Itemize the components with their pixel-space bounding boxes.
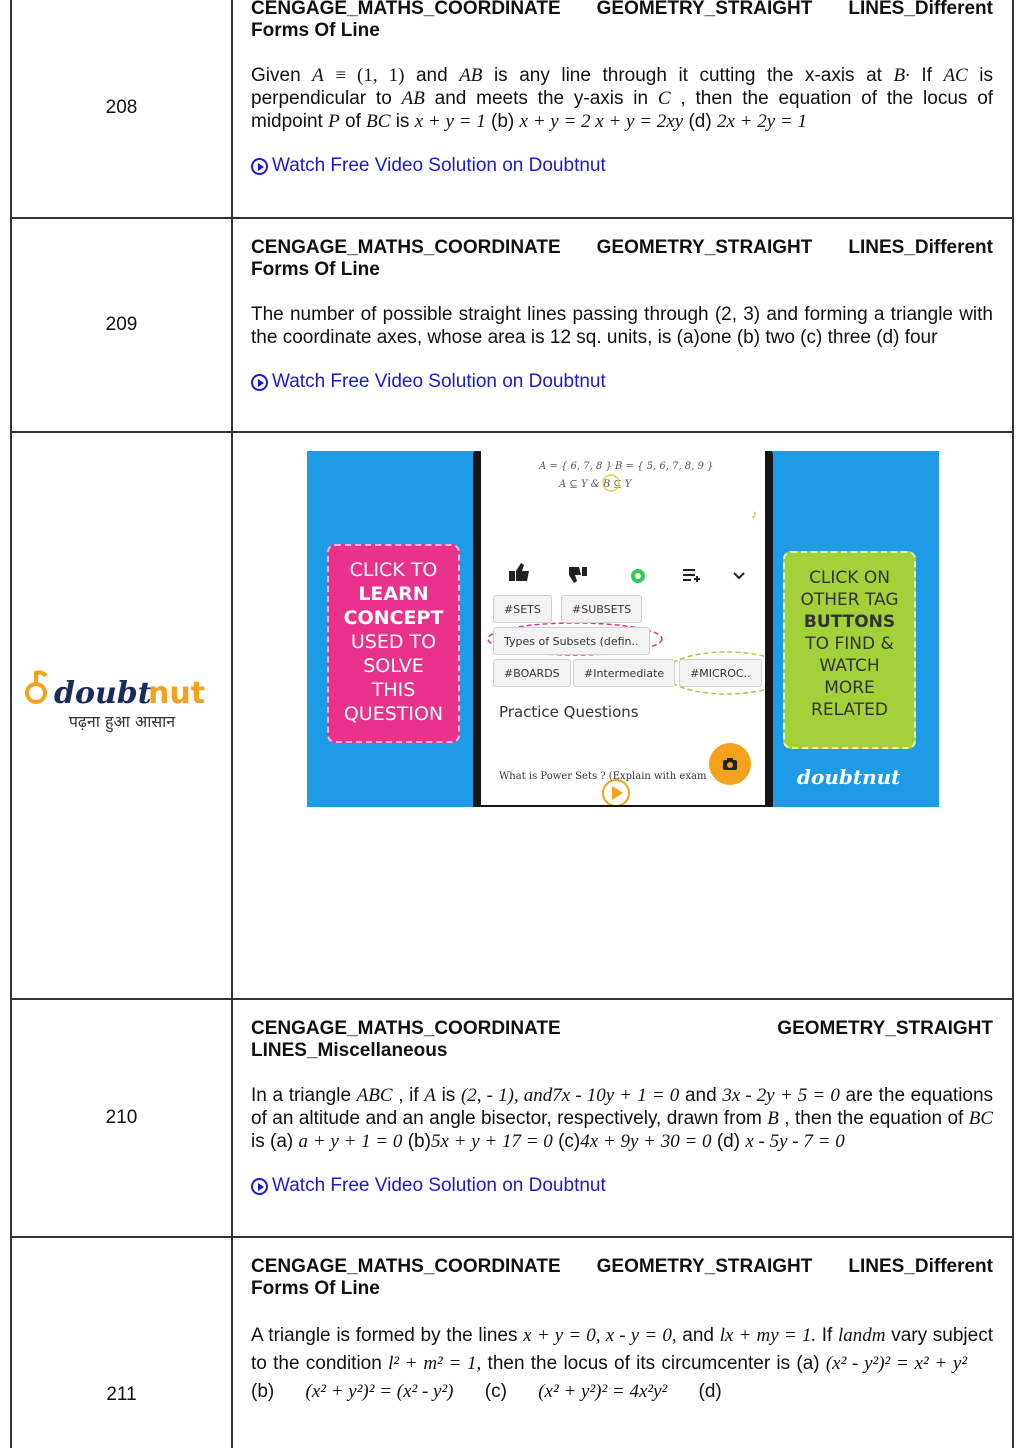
play-circle-icon bbox=[251, 158, 268, 175]
camera-icon bbox=[722, 757, 738, 771]
tag-line: CENGAGE_MATHS_COORDINATE GEOMETRY_STRAIGHT LINES_Different bbox=[251, 237, 993, 258]
row-number: 209 bbox=[12, 219, 233, 431]
card-line: SOLVE bbox=[363, 655, 424, 677]
promo-banner[interactable] bbox=[307, 451, 939, 807]
question-text: Given A ≡ (1, 1) and AB is any line through it cutting the x-axis at B· If AC is perpendicular to AB and meets the y-axis in C , then the equation of the locus of midpoint P of BC is x + y = 1 (b) x + y = 2 x + y = 2xy (d) 2x + 2y = 1 bbox=[251, 65, 994, 132]
svg-text:A = { 6, 7, 8 } B = { 5,: A = { 6, 7, 8 } B = { 5, 6, 7, 8, 9 } bbox=[539, 461, 714, 472]
play-circle-icon bbox=[251, 1178, 268, 1195]
watch-video-label: Watch Free Video Solution on Doubtnut bbox=[272, 371, 606, 392]
chapter-tag bbox=[251, 1018, 993, 1062]
questions-table bbox=[10, 0, 1014, 1448]
whatsapp-icon[interactable] bbox=[631, 569, 645, 583]
music-note-icon: ♪ bbox=[751, 507, 757, 521]
phone-mockup bbox=[473, 451, 773, 807]
logo-wordmark: doubt bbox=[53, 676, 152, 711]
card-line: CLICK TO bbox=[349, 559, 438, 581]
tag-line: CENGAGE_MATHS_COORDINATE GEOMETRY_STRAIGHT LINES_Different bbox=[251, 0, 993, 19]
card-line: OTHER TAG bbox=[800, 590, 899, 610]
camera-button[interactable] bbox=[709, 743, 751, 785]
watch-video-link[interactable] bbox=[251, 371, 993, 393]
tag-line: Forms Of Line bbox=[251, 20, 380, 41]
tag-chip[interactable]: #SUBSETS bbox=[561, 595, 642, 623]
learn-concept-card[interactable] bbox=[327, 544, 460, 743]
tag-chip[interactable]: #Intermediate bbox=[573, 659, 675, 687]
table-row bbox=[12, 219, 1012, 433]
table-row bbox=[12, 1000, 1012, 1238]
other-tags-card[interactable] bbox=[783, 551, 916, 749]
watch-video-label: Watch Free Video Solution on Doubtnut bbox=[272, 1175, 606, 1196]
promo-row bbox=[12, 433, 1012, 1000]
promo-cell bbox=[233, 433, 1012, 998]
add-to-playlist-icon[interactable] bbox=[683, 569, 700, 582]
question-cell bbox=[233, 219, 1012, 431]
card-line: MORE bbox=[824, 678, 875, 698]
chapter-tag bbox=[251, 237, 993, 281]
tag-line: LINES_Miscellaneous bbox=[251, 1040, 448, 1061]
table-row bbox=[12, 0, 1012, 219]
tag-line: CENGAGE_MATHS_COORDINATE GEOMETRY_STRAIGHT bbox=[251, 1018, 993, 1039]
logo-wordmark-nut: nut bbox=[147, 676, 205, 711]
card-line: QUESTION bbox=[343, 703, 444, 725]
tag-line: CENGAGE_MATHS_COORDINATE GEOMETRY_STRAIGHT LINES_Different bbox=[251, 1256, 993, 1277]
question-text: The number of possible straight lines passing through (2, 3) and forming a triangle with the coordinate axes, whose area is 12 sq. units, is (a)one (b) two (c) three (d) four bbox=[251, 304, 993, 348]
card-line: LEARN bbox=[358, 583, 429, 605]
promo-brand: doubtnut bbox=[797, 765, 901, 789]
logo-tagline: पढ़ना हुआ आसान bbox=[68, 712, 175, 731]
card-line: THIS bbox=[371, 679, 416, 701]
card-line: WATCH bbox=[819, 656, 880, 676]
question-cell bbox=[233, 0, 1012, 217]
row-number: 210 bbox=[12, 1000, 233, 1236]
chapter-tag bbox=[251, 1256, 993, 1300]
thumbs-down-icon[interactable] bbox=[569, 567, 587, 583]
chevron-down-icon[interactable] bbox=[734, 573, 744, 578]
tag-chip[interactable]: #SETS bbox=[493, 595, 552, 623]
chapter-tag bbox=[251, 0, 993, 42]
question-text: In a triangle ABC , if A is (2, - 1), and7x - 10y + 1 = 0 and 3x - 2y + 5 = 0 are the equations of an altitude and an angle bisector, respectively, drawn from B , then the equation of BC is (a) a + y + 1 = 0 (b)5x + y + 17 = 0 (c)4x + 9y + 30 = 0 (d) x - 5y - 7 = 0 bbox=[251, 1085, 994, 1152]
watch-video-label: Watch Free Video Solution on Doubtnut bbox=[272, 155, 606, 176]
doubtnut-logo bbox=[22, 667, 222, 737]
table-row bbox=[12, 1238, 1012, 1448]
question-cell bbox=[233, 1000, 1012, 1236]
phone-screen bbox=[481, 451, 765, 805]
practice-question[interactable]: What is Power Sets ? (Explain with exam bbox=[499, 771, 707, 782]
tag-line: Forms Of Line bbox=[251, 259, 380, 280]
watch-video-link[interactable] bbox=[251, 155, 993, 177]
tag-chip[interactable]: #MICROC.. bbox=[679, 659, 762, 687]
question-text: A triangle is formed by the lines x + y = 0, x - y = 0, and lx + my = 1. If landm vary subject to the condition l² + m² = 1, then the locus of its circumcenter is (a) (x² - y²)² = x² + y² (b) (x² + y²)² = (x² - y²) (c) (x² + y²)² = 4x²y² (d) bbox=[251, 1325, 993, 1402]
tag-chip[interactable]: Types of Subsets (defin.. bbox=[493, 627, 650, 655]
card-line: TO FIND & bbox=[805, 634, 894, 654]
thumbs-up-icon[interactable] bbox=[509, 563, 529, 581]
tag-line: Forms Of Line bbox=[251, 1278, 380, 1299]
card-line: BUTTONS bbox=[803, 612, 896, 632]
card-line: USED TO bbox=[350, 631, 437, 653]
row-number: 211 bbox=[12, 1238, 233, 1448]
watch-video-link[interactable] bbox=[251, 1175, 993, 1197]
card-line: RELATED bbox=[811, 700, 888, 720]
question-cell bbox=[233, 1238, 1012, 1448]
practice-heading: Practice Questions bbox=[499, 703, 639, 721]
tag-chip[interactable]: #BOARDS bbox=[493, 659, 571, 687]
card-line: CONCEPT bbox=[343, 607, 444, 629]
logo-cell bbox=[12, 433, 233, 998]
card-line: CLICK ON bbox=[809, 568, 890, 588]
row-number: 208 bbox=[12, 0, 233, 217]
svg-text:A ⊆ Y & B ⊆ Y: A ⊆ Y & B ⊆ Y bbox=[559, 479, 632, 490]
play-circle-icon bbox=[251, 374, 268, 391]
